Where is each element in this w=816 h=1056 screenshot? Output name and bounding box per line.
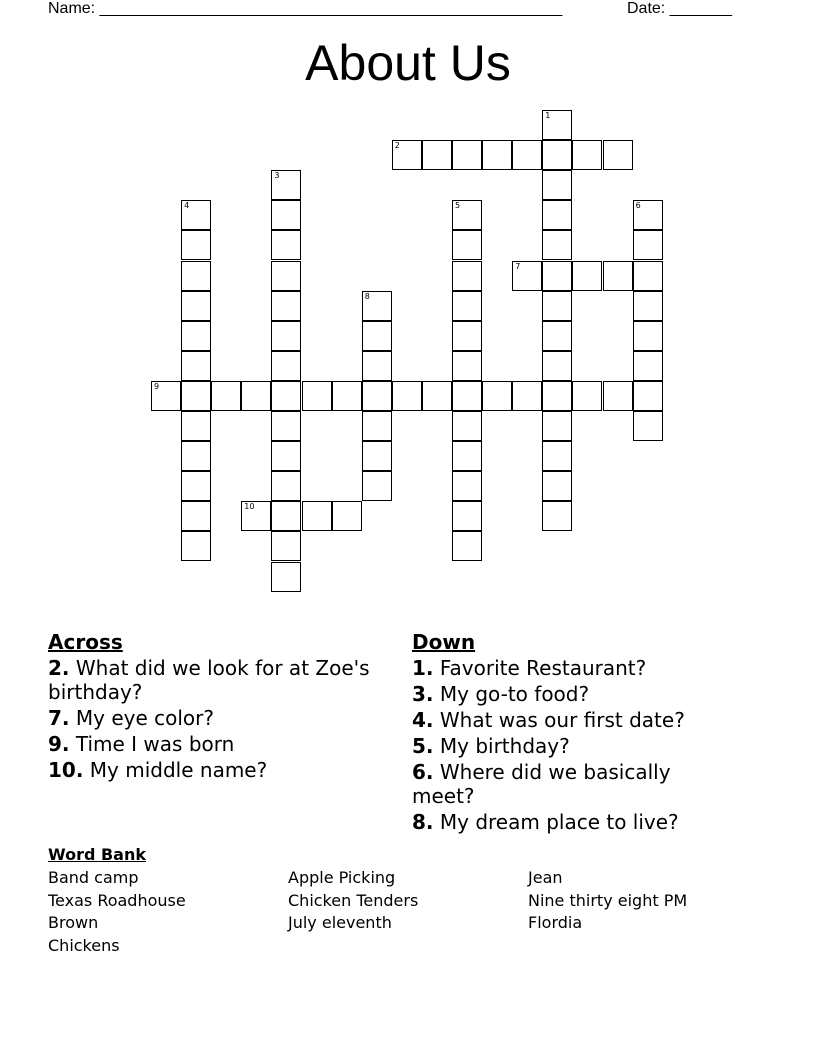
grid-cell[interactable]	[452, 351, 482, 381]
grid-cell[interactable]	[271, 200, 301, 230]
grid-cell[interactable]	[542, 140, 572, 170]
grid-cell[interactable]	[542, 110, 572, 140]
grid-cell[interactable]	[633, 411, 663, 441]
word-bank-title: Word Bank	[48, 845, 147, 864]
grid-cell[interactable]	[572, 140, 602, 170]
across-heading: Across	[48, 630, 123, 654]
grid-cell[interactable]	[181, 351, 211, 381]
across-clue: 9. Time I was born	[48, 732, 235, 756]
grid-cell[interactable]	[542, 411, 572, 441]
grid-cell[interactable]	[542, 471, 572, 501]
grid-cell[interactable]	[542, 441, 572, 471]
grid-cell[interactable]	[362, 411, 392, 441]
grid-cell[interactable]	[482, 381, 512, 411]
clue-number: 8	[364, 291, 370, 301]
grid-cell[interactable]	[603, 261, 633, 291]
down-clue: 8. My dream place to live?	[412, 810, 679, 834]
grid-cell[interactable]	[633, 351, 663, 381]
grid-cell[interactable]	[271, 411, 301, 441]
down-clue: 3. My go-to food?	[412, 682, 590, 706]
grid-cell[interactable]	[211, 381, 241, 411]
clue-number: 5	[455, 201, 461, 211]
grid-cell[interactable]	[452, 531, 482, 561]
grid-cell[interactable]	[271, 261, 301, 291]
word-bank-item: Jean	[528, 868, 563, 887]
clue-number: 4	[184, 201, 190, 211]
grid-cell[interactable]	[181, 291, 211, 321]
grid-cell[interactable]	[302, 381, 332, 411]
grid-cell[interactable]	[181, 441, 211, 471]
grid-cell[interactable]	[542, 261, 572, 291]
grid-cell[interactable]	[271, 531, 301, 561]
grid-cell[interactable]	[542, 170, 572, 200]
word-bank-item: Band camp	[48, 868, 139, 887]
grid-cell[interactable]	[181, 531, 211, 561]
word-bank-item: Nine thirty eight PM	[528, 891, 688, 910]
grid-cell[interactable]	[542, 200, 572, 230]
grid-cell[interactable]	[452, 471, 482, 501]
grid-cell[interactable]	[241, 501, 271, 531]
down-clue: 5. My birthday?	[412, 734, 570, 758]
word-bank-item: Texas Roadhouse	[48, 891, 186, 910]
grid-cell[interactable]	[542, 381, 572, 411]
grid-cell[interactable]	[271, 230, 301, 260]
grid-cell[interactable]	[181, 381, 211, 411]
clue-number: 3	[274, 171, 280, 181]
grid-cell[interactable]	[271, 381, 301, 411]
clue-number: 2	[394, 141, 400, 151]
grid-cell[interactable]	[452, 411, 482, 441]
grid-cell[interactable]	[542, 321, 572, 351]
grid-cell[interactable]	[422, 381, 452, 411]
grid-cell[interactable]	[452, 381, 482, 411]
grid-cell[interactable]	[181, 471, 211, 501]
across-clues	[48, 630, 393, 784]
grid-cell[interactable]	[452, 441, 482, 471]
clue-number: 10	[244, 502, 255, 512]
name-field-label: Name: ____________________________________________________	[48, 0, 563, 17]
grid-cell[interactable]	[422, 140, 452, 170]
across-clue: 10. My middle name?	[48, 758, 268, 782]
word-bank-item: Brown	[48, 913, 99, 932]
grid-cell[interactable]	[181, 200, 211, 230]
grid-cell[interactable]	[572, 381, 602, 411]
grid-cell[interactable]	[482, 140, 512, 170]
grid-cell[interactable]	[542, 501, 572, 531]
grid-cell[interactable]	[362, 441, 392, 471]
grid-cell[interactable]	[512, 381, 542, 411]
grid-cell[interactable]	[181, 261, 211, 291]
word-bank-item: Chicken Tenders	[288, 891, 419, 910]
grid-cell[interactable]	[181, 230, 211, 260]
grid-cell[interactable]	[362, 471, 392, 501]
grid-cell[interactable]	[332, 501, 362, 531]
grid-cell[interactable]	[633, 291, 663, 321]
word-bank-item: Apple Picking	[288, 868, 396, 887]
grid-cell[interactable]	[452, 291, 482, 321]
grid-cell[interactable]	[392, 140, 422, 170]
grid-cell[interactable]	[181, 321, 211, 351]
grid-cell[interactable]	[271, 562, 301, 592]
grid-cell[interactable]	[452, 261, 482, 291]
date-field-label: Date: _______	[627, 0, 732, 17]
down-heading: Down	[412, 630, 476, 654]
word-bank-item: July eleventh	[288, 913, 392, 932]
grid-cell[interactable]	[542, 230, 572, 260]
grid-cell[interactable]	[271, 351, 301, 381]
grid-cell[interactable]	[603, 381, 633, 411]
clue-number: 6	[635, 201, 641, 211]
clue-number: 1	[545, 111, 551, 120]
across-clue: 2. What did we look for at Zoe's birthday?	[48, 656, 370, 704]
word-bank-item: Chickens	[48, 936, 120, 955]
grid-cell[interactable]	[512, 140, 542, 170]
down-clue: 1. Favorite Restaurant?	[412, 656, 647, 680]
grid-cell[interactable]	[572, 261, 602, 291]
grid-cell[interactable]	[392, 381, 422, 411]
grid-cell[interactable]	[241, 381, 271, 411]
grid-cell[interactable]	[302, 501, 332, 531]
grid-cell[interactable]	[181, 411, 211, 441]
grid-cell[interactable]	[332, 381, 362, 411]
grid-cell[interactable]	[452, 200, 482, 230]
grid-cell[interactable]	[271, 471, 301, 501]
grid-cell[interactable]	[633, 381, 663, 411]
across-clue: 7. My eye color?	[48, 706, 214, 730]
grid-cell[interactable]	[512, 261, 542, 291]
grid-cell[interactable]	[633, 230, 663, 260]
grid-cell[interactable]	[151, 381, 181, 411]
grid-cell[interactable]	[181, 501, 211, 531]
grid-cell[interactable]	[452, 140, 482, 170]
grid-cell[interactable]	[362, 381, 392, 411]
grid-cell[interactable]	[271, 441, 301, 471]
grid-cell[interactable]	[452, 321, 482, 351]
grid-cell[interactable]	[271, 291, 301, 321]
grid-cell[interactable]	[362, 321, 392, 351]
down-clues	[412, 630, 712, 836]
grid-cell[interactable]	[633, 261, 663, 291]
grid-cell[interactable]	[452, 230, 482, 260]
clue-number: 9	[154, 381, 160, 391]
grid-cell[interactable]	[603, 140, 633, 170]
grid-cell[interactable]	[542, 351, 572, 381]
down-clue: 6. Where did we basically meet?	[412, 760, 671, 808]
grid-cell[interactable]	[362, 291, 392, 321]
grid-cell[interactable]	[271, 501, 301, 531]
down-clue: 4. What was our first date?	[412, 708, 685, 732]
clue-number: 7	[515, 261, 521, 271]
grid-cell[interactable]	[633, 321, 663, 351]
word-bank-item: Flordia	[528, 913, 583, 932]
grid-cell[interactable]	[271, 170, 301, 200]
page-title: About Us	[305, 35, 511, 91]
grid-cell[interactable]	[362, 351, 392, 381]
grid-cell[interactable]	[271, 321, 301, 351]
grid-cell[interactable]	[633, 200, 663, 230]
grid-cell[interactable]	[452, 501, 482, 531]
grid-cell[interactable]	[542, 291, 572, 321]
